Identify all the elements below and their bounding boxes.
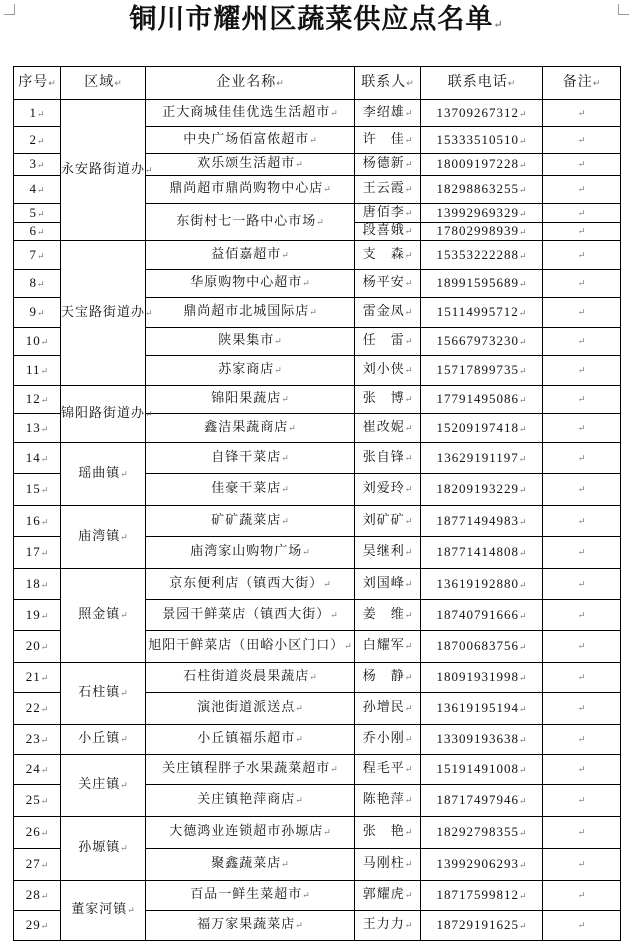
contact-cell: 张 艳↵ (355, 817, 421, 849)
company-cell: 百品一鲜生菜超市↵ (146, 881, 355, 911)
phone-cell: 18740791666↵ (421, 600, 543, 631)
note-cell: ↵ (543, 356, 621, 386)
company-cell: 聚鑫蔬菜店↵ (146, 849, 355, 881)
phone-cell: 15667973230↵ (421, 328, 543, 356)
note-cell: ↵ (543, 474, 621, 506)
table-row (14, 241, 621, 270)
contact-cell: 支 森↵ (355, 241, 421, 270)
note-cell: ↵ (543, 270, 621, 298)
company-cell: 佳豪干菜店↵ (146, 474, 355, 506)
note-cell: ↵ (543, 506, 621, 537)
phone-cell: 18009197228↵ (421, 154, 543, 176)
row-no: 27↵ (14, 849, 61, 881)
table-row (14, 663, 621, 693)
contact-cell: 乔小刚↵ (355, 725, 421, 755)
region-cell: 瑶曲镇↵ (61, 443, 146, 506)
row-no: 24↵ (14, 755, 61, 785)
note-cell: ↵ (543, 817, 621, 849)
phone-cell: 18729191625↵ (421, 911, 543, 941)
row-no: 19↵ (14, 600, 61, 631)
phone-cell: 18771414808↵ (421, 537, 543, 569)
contact-cell: 刘国峰↵ (355, 569, 421, 600)
header-company: 企业名称↵ (146, 67, 355, 100)
row-no: 20↵ (14, 631, 61, 663)
contact-cell: 杨 静↵ (355, 663, 421, 693)
row-no: 17↵ (14, 537, 61, 569)
header-no: 序号↵ (14, 67, 61, 100)
phone-cell: 13619192880↵ (421, 569, 543, 600)
company-cell: 鼎尚超市北城国际店↵ (146, 298, 355, 328)
company-cell: 矿矿蔬菜店↵ (146, 506, 355, 537)
company-cell: 京东便利店（镇西大街）↵ (146, 569, 355, 600)
header-region: 区域↵ (61, 67, 146, 100)
note-cell: ↵ (543, 154, 621, 176)
note-cell: ↵ (543, 204, 621, 223)
company-cell: 演池街道派送点↵ (146, 693, 355, 725)
company-cell: 庙湾家山购物广场↵ (146, 537, 355, 569)
note-cell: ↵ (543, 241, 621, 270)
row-no: 8↵ (14, 270, 61, 298)
contact-cell: 白耀军↵ (355, 631, 421, 663)
table-row (14, 817, 621, 849)
company-cell: 关庄镇程胖子水果蔬菜超市↵ (146, 755, 355, 785)
phone-cell: 18771494983↵ (421, 506, 543, 537)
phone-cell: 13709267312↵ (421, 100, 543, 127)
row-no: 29↵ (14, 911, 61, 941)
row-no: 15↵ (14, 474, 61, 506)
row-no: 10↵ (14, 328, 61, 356)
contact-cell: 段喜娥↵ (355, 223, 421, 241)
company-cell: 福万家果蔬菜店↵ (146, 911, 355, 941)
row-no: 18↵ (14, 569, 61, 600)
phone-cell: 13629191197↵ (421, 443, 543, 474)
phone-cell: 13992906293↵ (421, 849, 543, 881)
phone-cell: 18717497946↵ (421, 785, 543, 817)
row-no: 25↵ (14, 785, 61, 817)
phone-cell: 18292798355↵ (421, 817, 543, 849)
note-cell: ↵ (543, 569, 621, 600)
region-cell: 小丘镇↵ (61, 725, 146, 755)
note-cell: ↵ (543, 755, 621, 785)
row-no: 9↵ (14, 298, 61, 328)
contact-cell: 郭耀虎↵ (355, 881, 421, 911)
contact-cell: 孙增民↵ (355, 693, 421, 725)
company-cell: 自锋干菜店↵ (146, 443, 355, 474)
company-cell: 关庄镇艳萍商店↵ (146, 785, 355, 817)
table-row (14, 569, 621, 600)
note-cell: ↵ (543, 911, 621, 941)
contact-cell: 许 佳↵ (355, 127, 421, 154)
header-note: 备注↵ (543, 67, 621, 100)
note-cell: ↵ (543, 386, 621, 414)
row-no: 26↵ (14, 817, 61, 849)
company-cell: 旭阳干鲜菜店（田峪小区门口）↵ (146, 631, 355, 663)
contact-cell: 吴继利↵ (355, 537, 421, 569)
header-phone: 联系电话↵ (421, 67, 543, 100)
company-cell: 小丘镇福乐超市↵ (146, 725, 355, 755)
contact-cell: 任 雷↵ (355, 328, 421, 356)
company-cell: 欢乐颂生活超市↵ (146, 154, 355, 176)
company-cell: 正大商城佳佳优选生活超市↵ (146, 100, 355, 127)
note-cell: ↵ (543, 223, 621, 241)
phone-cell: 18991595689↵ (421, 270, 543, 298)
company-cell: 锦阳果蔬店↵ (146, 386, 355, 414)
contact-cell: 刘矿矿↵ (355, 506, 421, 537)
row-no: 22↵ (14, 693, 61, 725)
region-cell: 庙湾镇↵ (61, 506, 146, 569)
region-cell: 永安路街道办↵ (61, 100, 146, 241)
table-row (14, 386, 621, 414)
phone-cell: 13992969329↵ (421, 204, 543, 223)
row-no: 23↵ (14, 725, 61, 755)
row-no: 12↵ (14, 386, 61, 414)
phone-cell: 18298863255↵ (421, 176, 543, 204)
row-no: 3↵ (14, 154, 61, 176)
note-cell: ↵ (543, 100, 621, 127)
company-cell: 鼎尚超市鼎尚购物中心店↵ (146, 176, 355, 204)
phone-cell: 13619195194↵ (421, 693, 543, 725)
contact-cell: 马刚柱↵ (355, 849, 421, 881)
table-row (14, 506, 621, 537)
row-no: 7↵ (14, 241, 61, 270)
contact-cell: 唐佰李↵ (355, 204, 421, 223)
phone-cell: 15717899735↵ (421, 356, 543, 386)
company-cell: 苏家商店↵ (146, 356, 355, 386)
row-no: 1↵ (14, 100, 61, 127)
phone-cell: 15333510510↵ (421, 127, 543, 154)
row-no: 6↵ (14, 223, 61, 241)
region-cell: 石柱镇↵ (61, 663, 146, 725)
note-cell: ↵ (543, 849, 621, 881)
company-cell: 陕果集市↵ (146, 328, 355, 356)
company-cell: 华原购物中心超市↵ (146, 270, 355, 298)
note-cell: ↵ (543, 725, 621, 755)
phone-cell: 18717599812↵ (421, 881, 543, 911)
note-cell: ↵ (543, 631, 621, 663)
table-row (14, 881, 621, 911)
phone-cell: 18209193229↵ (421, 474, 543, 506)
contact-cell: 崔改妮↵ (355, 414, 421, 443)
note-cell: ↵ (543, 693, 621, 725)
region-cell: 天宝路街道办↵ (61, 241, 146, 386)
note-cell: ↵ (543, 600, 621, 631)
contact-cell: 刘小侠↵ (355, 356, 421, 386)
table-header-row (14, 67, 621, 100)
header-contact: 联系人↵ (355, 67, 421, 100)
contact-cell: 王云霞↵ (355, 176, 421, 204)
document-title: 铜川市耀州区蔬菜供应点名单↵ (129, 4, 504, 35)
region-cell: 照金镇↵ (61, 569, 146, 663)
row-no: 21↵ (14, 663, 61, 693)
contact-cell: 杨德新↵ (355, 154, 421, 176)
company-cell: 石柱街道炎晨果蔬店↵ (146, 663, 355, 693)
contact-cell: 张 博↵ (355, 386, 421, 414)
phone-cell: 17802998939↵ (421, 223, 543, 241)
phone-cell: 15114995712↵ (421, 298, 543, 328)
company-cell: 益佰嘉超市↵ (146, 241, 355, 270)
supply-point-table (13, 66, 621, 941)
row-no: 5↵ (14, 204, 61, 223)
region-cell: 关庄镇↵ (61, 755, 146, 817)
contact-cell: 杨平安↵ (355, 270, 421, 298)
contact-cell: 程毛平↵ (355, 755, 421, 785)
note-cell: ↵ (543, 443, 621, 474)
row-no: 28↵ (14, 881, 61, 911)
region-cell: 锦阳路街道办↵ (61, 386, 146, 443)
phone-cell: 18091931998↵ (421, 663, 543, 693)
note-cell: ↵ (543, 176, 621, 204)
note-cell: ↵ (543, 127, 621, 154)
phone-cell: 18700683756↵ (421, 631, 543, 663)
note-cell: ↵ (543, 298, 621, 328)
region-cell: 孙塬镇↵ (61, 817, 146, 881)
phone-cell: 15209197418↵ (421, 414, 543, 443)
company-cell: 大德鸿业连锁超市孙塬店↵ (146, 817, 355, 849)
row-no: 11↵ (14, 356, 61, 386)
phone-cell: 13309193638↵ (421, 725, 543, 755)
table-row (14, 443, 621, 474)
company-cell: 中央广场佰富侬超市↵ (146, 127, 355, 154)
note-cell: ↵ (543, 785, 621, 817)
row-no: 16↵ (14, 506, 61, 537)
contact-cell: 陈艳萍↵ (355, 785, 421, 817)
region-cell: 董家河镇↵ (61, 881, 146, 941)
table-row (14, 755, 621, 785)
note-cell: ↵ (543, 414, 621, 443)
company-cell: 东街村七一路中心市场↵ (146, 204, 355, 241)
row-no: 4↵ (14, 176, 61, 204)
company-cell: 景园干鲜菜店（镇西大街）↵ (146, 600, 355, 631)
phone-cell: 15353222288↵ (421, 241, 543, 270)
table-row (14, 725, 621, 755)
phone-cell: 15191491008↵ (421, 755, 543, 785)
row-no: 13↵ (14, 414, 61, 443)
contact-cell: 刘爱玲↵ (355, 474, 421, 506)
table-row (14, 100, 621, 127)
note-cell: ↵ (543, 881, 621, 911)
contact-cell: 雷金凤↵ (355, 298, 421, 328)
row-no: 2↵ (14, 127, 61, 154)
note-cell: ↵ (543, 328, 621, 356)
contact-cell: 王力力↵ (355, 911, 421, 941)
contact-cell: 张自锋↵ (355, 443, 421, 474)
contact-cell: 姜 维↵ (355, 600, 421, 631)
paragraph-mark: ↵ (493, 18, 504, 31)
note-cell: ↵ (543, 537, 621, 569)
note-cell: ↵ (543, 663, 621, 693)
company-cell: 鑫洁果蔬商店↵ (146, 414, 355, 443)
contact-cell: 李绍雄↵ (355, 100, 421, 127)
row-no: 14↵ (14, 443, 61, 474)
phone-cell: 17791495086↵ (421, 386, 543, 414)
